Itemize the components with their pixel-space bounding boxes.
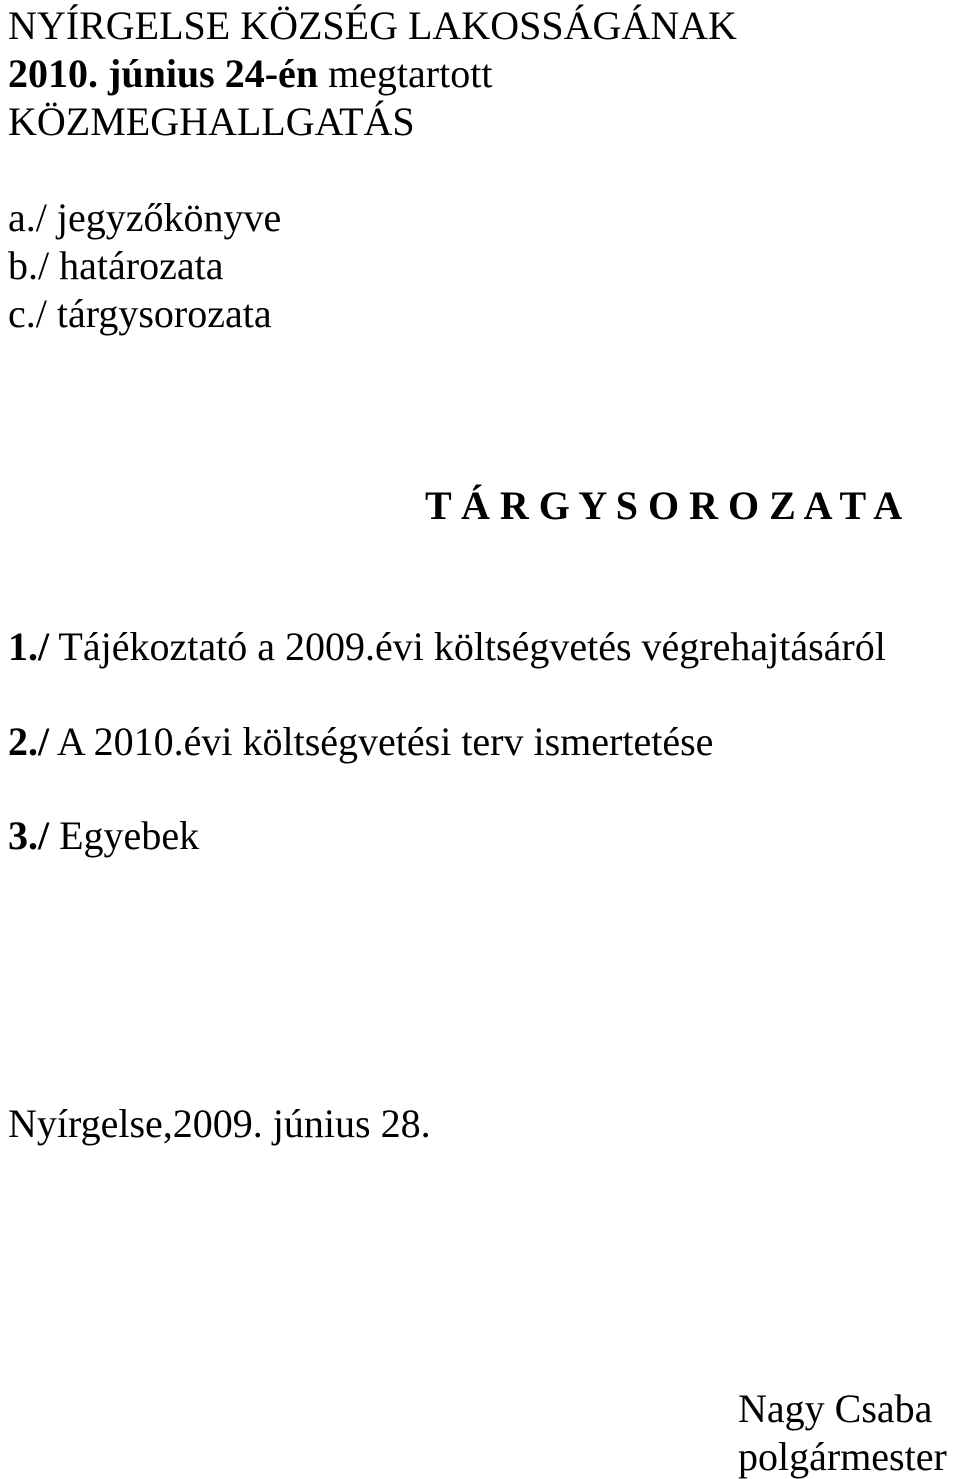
agenda-item-text: Tájékoztató a 2009.évi költségvetés végrehajtásáról xyxy=(49,624,886,669)
agenda-item-number: 3./ xyxy=(8,813,50,858)
header-line-1 xyxy=(8,3,737,48)
agenda-item xyxy=(8,624,886,669)
contents-item-text: határozata xyxy=(49,243,224,288)
agenda-item-text: Egyebek xyxy=(49,813,200,858)
agenda-item-number: 2./ xyxy=(8,719,50,764)
signature-name: Nagy Csaba xyxy=(738,1386,933,1431)
contents-item xyxy=(8,195,282,240)
meeting-date-suffix: megtartott xyxy=(318,51,493,96)
agenda-item xyxy=(8,719,714,764)
contents-item-prefix: c./ xyxy=(8,291,47,336)
agenda-item-text: A 2010.évi költségvetési terv ismertetése xyxy=(49,719,714,764)
place-date: Nyírgelse,2009. június 28. xyxy=(8,1101,431,1146)
contents-item-prefix: a./ xyxy=(8,195,47,240)
contents-item-text: jegyzőkönyve xyxy=(46,195,282,240)
agenda-item xyxy=(8,813,200,858)
meeting-date: 2010. június 24-én xyxy=(8,51,319,96)
agenda-item-number: 1./ xyxy=(8,624,50,669)
agenda-title: T Á R G Y S O R O Z A T A xyxy=(425,483,903,528)
header-line-3 xyxy=(8,99,415,144)
contents-item-text: tárgysorozata xyxy=(46,291,272,336)
contents-item-prefix: b./ xyxy=(8,243,50,288)
header-title: NYÍRGELSE KÖZSÉG LAKOSSÁGÁNAK xyxy=(8,3,737,48)
header-line-2 xyxy=(8,51,493,96)
signature-role: polgármester xyxy=(738,1434,947,1479)
meeting-type: KÖZMEGHALLGATÁS xyxy=(8,99,415,144)
contents-item xyxy=(8,243,224,288)
contents-item xyxy=(8,291,272,336)
